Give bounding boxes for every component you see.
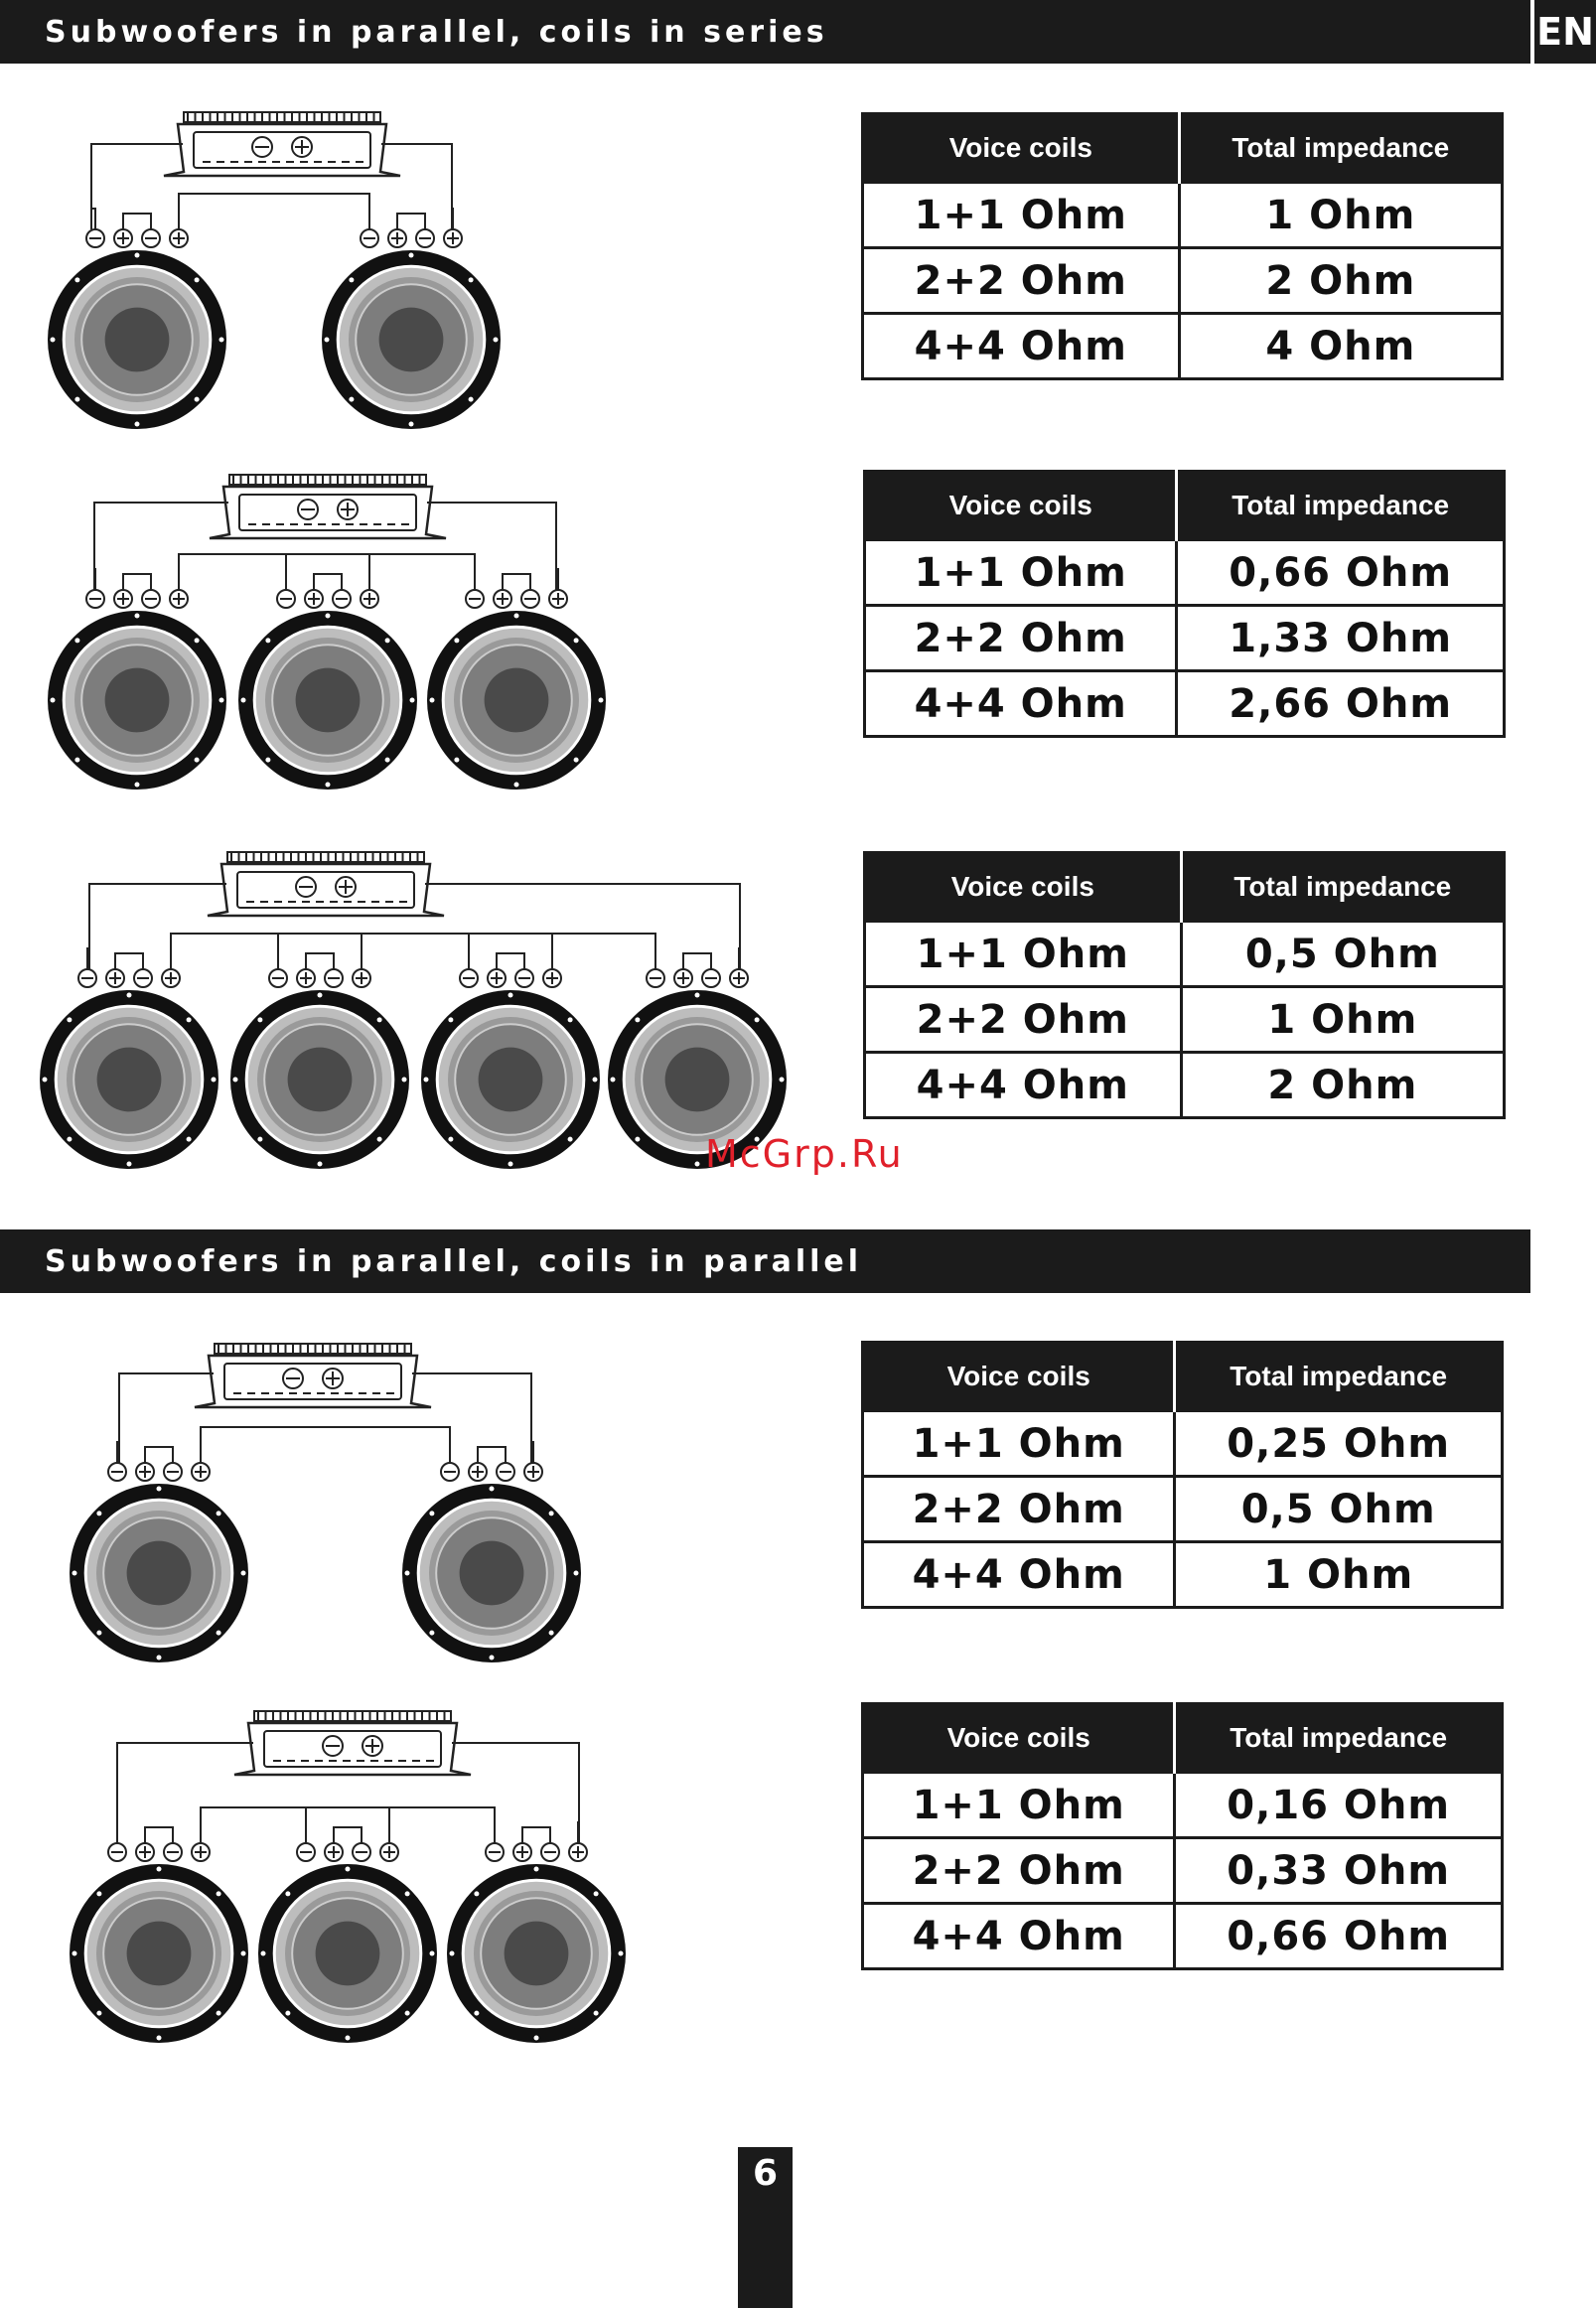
plus-terminal-icon — [524, 1463, 542, 1481]
voice-coils-cell: 4+4 Ohm — [865, 1053, 1182, 1118]
plus-terminal-icon — [494, 590, 511, 608]
plus-terminal-icon — [338, 500, 358, 519]
minus-terminal-icon — [134, 969, 152, 987]
minus-terminal-icon — [142, 229, 160, 247]
minus-terminal-icon — [323, 1736, 343, 1756]
minus-terminal-icon — [515, 969, 533, 987]
subwoofer-icon — [322, 250, 501, 429]
voice-coils-cell: 2+2 Ohm — [863, 1838, 1175, 1904]
minus-terminal-icon — [78, 969, 96, 987]
table-row — [863, 1411, 1503, 1477]
minus-terminal-icon — [252, 137, 272, 157]
plus-terminal-icon — [114, 590, 132, 608]
total-impedance-cell: 0,66 Ohm — [1177, 540, 1505, 606]
impedance-table-4 — [861, 1341, 1504, 1609]
plus-terminal-icon — [569, 1843, 587, 1861]
amplifier-icon — [164, 112, 400, 176]
amplifier-icon — [210, 475, 446, 538]
total-impedance-cell: 0,5 Ohm — [1181, 922, 1504, 987]
minus-terminal-icon — [296, 877, 316, 897]
voice-coils-cell: 1+1 Ohm — [865, 922, 1182, 987]
plus-terminal-icon — [380, 1843, 398, 1861]
voice-coils-cell: 1+1 Ohm — [865, 540, 1177, 606]
total-impedance-cell: 0,66 Ohm — [1175, 1904, 1503, 1969]
table-row — [863, 183, 1503, 248]
subwoofer-icon — [40, 990, 218, 1169]
subwoofer-icon — [48, 611, 226, 790]
total-impedance-cell: 1 Ohm — [1179, 183, 1502, 248]
voice-coils-cell: 4+4 Ohm — [865, 671, 1177, 737]
plus-terminal-icon — [136, 1463, 154, 1481]
minus-terminal-icon — [86, 229, 104, 247]
header-voice-coils: Voice coils — [865, 853, 1182, 922]
plus-terminal-icon — [305, 590, 323, 608]
total-impedance-cell: 0,16 Ohm — [1175, 1773, 1503, 1838]
subwoofer-icon — [230, 990, 409, 1169]
header-total-impedance: Total impedance — [1177, 472, 1505, 540]
table-row — [865, 671, 1505, 737]
plus-terminal-icon — [323, 1369, 343, 1388]
minus-terminal-icon — [466, 590, 484, 608]
plus-terminal-icon — [325, 1843, 343, 1861]
plus-terminal-icon — [136, 1843, 154, 1861]
minus-terminal-icon — [164, 1843, 182, 1861]
minus-terminal-icon — [86, 590, 104, 608]
minus-terminal-icon — [353, 1843, 370, 1861]
wiring-diagram-3-subs-parallel — [55, 1693, 651, 2051]
table-row — [865, 922, 1505, 987]
total-impedance-cell: 2 Ohm — [1179, 248, 1502, 314]
plus-terminal-icon — [106, 969, 124, 987]
plus-terminal-icon — [363, 1736, 382, 1756]
voice-coils-cell: 4+4 Ohm — [863, 1542, 1175, 1608]
minus-terminal-icon — [361, 229, 378, 247]
plus-terminal-icon — [336, 877, 356, 897]
total-impedance-cell: 4 Ohm — [1179, 314, 1502, 379]
subwoofer-icon — [238, 611, 417, 790]
table-row — [863, 1542, 1503, 1608]
total-impedance-cell: 1,33 Ohm — [1177, 606, 1505, 671]
minus-terminal-icon — [108, 1843, 126, 1861]
plus-terminal-icon — [469, 1463, 487, 1481]
plus-terminal-icon — [292, 137, 312, 157]
minus-terminal-icon — [541, 1843, 559, 1861]
amplifier-icon — [195, 1344, 431, 1407]
minus-terminal-icon — [441, 1463, 459, 1481]
amplifier-icon — [208, 852, 444, 916]
total-impedance-cell: 0,33 Ohm — [1175, 1838, 1503, 1904]
plus-terminal-icon — [170, 229, 188, 247]
subwoofer-icon — [447, 1864, 626, 2043]
total-impedance-cell: 0,5 Ohm — [1175, 1477, 1503, 1542]
voice-coils-cell: 2+2 Ohm — [863, 248, 1180, 314]
minus-terminal-icon — [283, 1369, 303, 1388]
plus-terminal-icon — [162, 969, 180, 987]
minus-terminal-icon — [269, 969, 287, 987]
amplifier-icon — [234, 1711, 471, 1775]
header-total-impedance: Total impedance — [1175, 1704, 1503, 1773]
plus-terminal-icon — [549, 590, 567, 608]
watermark: McGrp.Ru — [705, 1132, 904, 1176]
header-total-impedance: Total impedance — [1175, 1343, 1503, 1411]
plus-terminal-icon — [388, 229, 406, 247]
minus-terminal-icon — [702, 969, 720, 987]
plus-terminal-icon — [297, 969, 315, 987]
table-row — [865, 606, 1505, 671]
table-row — [863, 1477, 1503, 1542]
header-total-impedance: Total impedance — [1181, 853, 1504, 922]
table-row — [863, 1904, 1503, 1969]
voice-coils-cell: 1+1 Ohm — [863, 1411, 1175, 1477]
voice-coils-cell: 1+1 Ohm — [863, 183, 1180, 248]
page-number: 6 — [738, 2147, 793, 2308]
header-voice-coils: Voice coils — [865, 472, 1177, 540]
wiring-diagram-3-subs-series — [30, 457, 626, 804]
subwoofer-icon — [70, 1864, 248, 2043]
subwoofer-icon — [427, 611, 606, 790]
voice-coils-cell: 4+4 Ohm — [863, 1904, 1175, 1969]
total-impedance-cell: 1 Ohm — [1181, 987, 1504, 1053]
wiring-diagram-4-subs-series — [30, 834, 804, 1182]
section-title-parallel: Subwoofers in parallel, coils in parallel — [0, 1229, 1530, 1293]
minus-terminal-icon — [460, 969, 478, 987]
total-impedance-cell: 0,25 Ohm — [1175, 1411, 1503, 1477]
minus-terminal-icon — [497, 1463, 514, 1481]
subwoofer-icon — [402, 1484, 581, 1662]
voice-coils-cell: 2+2 Ohm — [865, 987, 1182, 1053]
plus-terminal-icon — [170, 590, 188, 608]
impedance-table-2 — [863, 470, 1506, 738]
table-row — [865, 987, 1505, 1053]
minus-terminal-icon — [297, 1843, 315, 1861]
impedance-table-3 — [863, 851, 1506, 1119]
impedance-table-1 — [861, 112, 1504, 380]
plus-terminal-icon — [543, 969, 561, 987]
minus-terminal-icon — [333, 590, 351, 608]
language-badge: EN — [1534, 0, 1596, 64]
wiring-diagram-2-subs-series — [30, 94, 546, 442]
header-voice-coils: Voice coils — [863, 1343, 1175, 1411]
plus-terminal-icon — [192, 1843, 210, 1861]
plus-terminal-icon — [513, 1843, 531, 1861]
total-impedance-cell: 2,66 Ohm — [1177, 671, 1505, 737]
plus-terminal-icon — [353, 969, 370, 987]
minus-terminal-icon — [521, 590, 539, 608]
voice-coils-cell: 2+2 Ohm — [865, 606, 1177, 671]
minus-terminal-icon — [486, 1843, 504, 1861]
plus-terminal-icon — [114, 229, 132, 247]
minus-terminal-icon — [416, 229, 434, 247]
plus-terminal-icon — [444, 229, 462, 247]
total-impedance-cell: 2 Ohm — [1181, 1053, 1504, 1118]
voice-coils-cell: 2+2 Ohm — [863, 1477, 1175, 1542]
impedance-table-5 — [861, 1702, 1504, 1970]
voice-coils-cell: 4+4 Ohm — [863, 314, 1180, 379]
minus-terminal-icon — [298, 500, 318, 519]
minus-terminal-icon — [325, 969, 343, 987]
table-row — [865, 540, 1505, 606]
table-row — [863, 314, 1503, 379]
minus-terminal-icon — [277, 590, 295, 608]
subwoofer-icon — [48, 250, 226, 429]
table-row — [863, 1838, 1503, 1904]
plus-terminal-icon — [674, 969, 692, 987]
voice-coils-cell: 1+1 Ohm — [863, 1773, 1175, 1838]
table-row — [865, 1053, 1505, 1118]
plus-terminal-icon — [361, 590, 378, 608]
total-impedance-cell: 1 Ohm — [1175, 1542, 1503, 1608]
header-total-impedance: Total impedance — [1179, 114, 1502, 183]
plus-terminal-icon — [730, 969, 748, 987]
plus-terminal-icon — [192, 1463, 210, 1481]
header-voice-coils: Voice coils — [863, 1704, 1175, 1773]
section-title-series: Subwoofers in parallel, coils in series — [0, 0, 1530, 64]
minus-terminal-icon — [108, 1463, 126, 1481]
wiring-diagram-2-subs-parallel — [55, 1326, 611, 1673]
minus-terminal-icon — [142, 590, 160, 608]
header-voice-coils: Voice coils — [863, 114, 1180, 183]
minus-terminal-icon — [164, 1463, 182, 1481]
table-row — [863, 248, 1503, 314]
subwoofer-icon — [258, 1864, 437, 2043]
plus-terminal-icon — [488, 969, 506, 987]
subwoofer-icon — [70, 1484, 248, 1662]
table-row — [863, 1773, 1503, 1838]
minus-terminal-icon — [647, 969, 664, 987]
subwoofer-icon — [421, 990, 600, 1169]
